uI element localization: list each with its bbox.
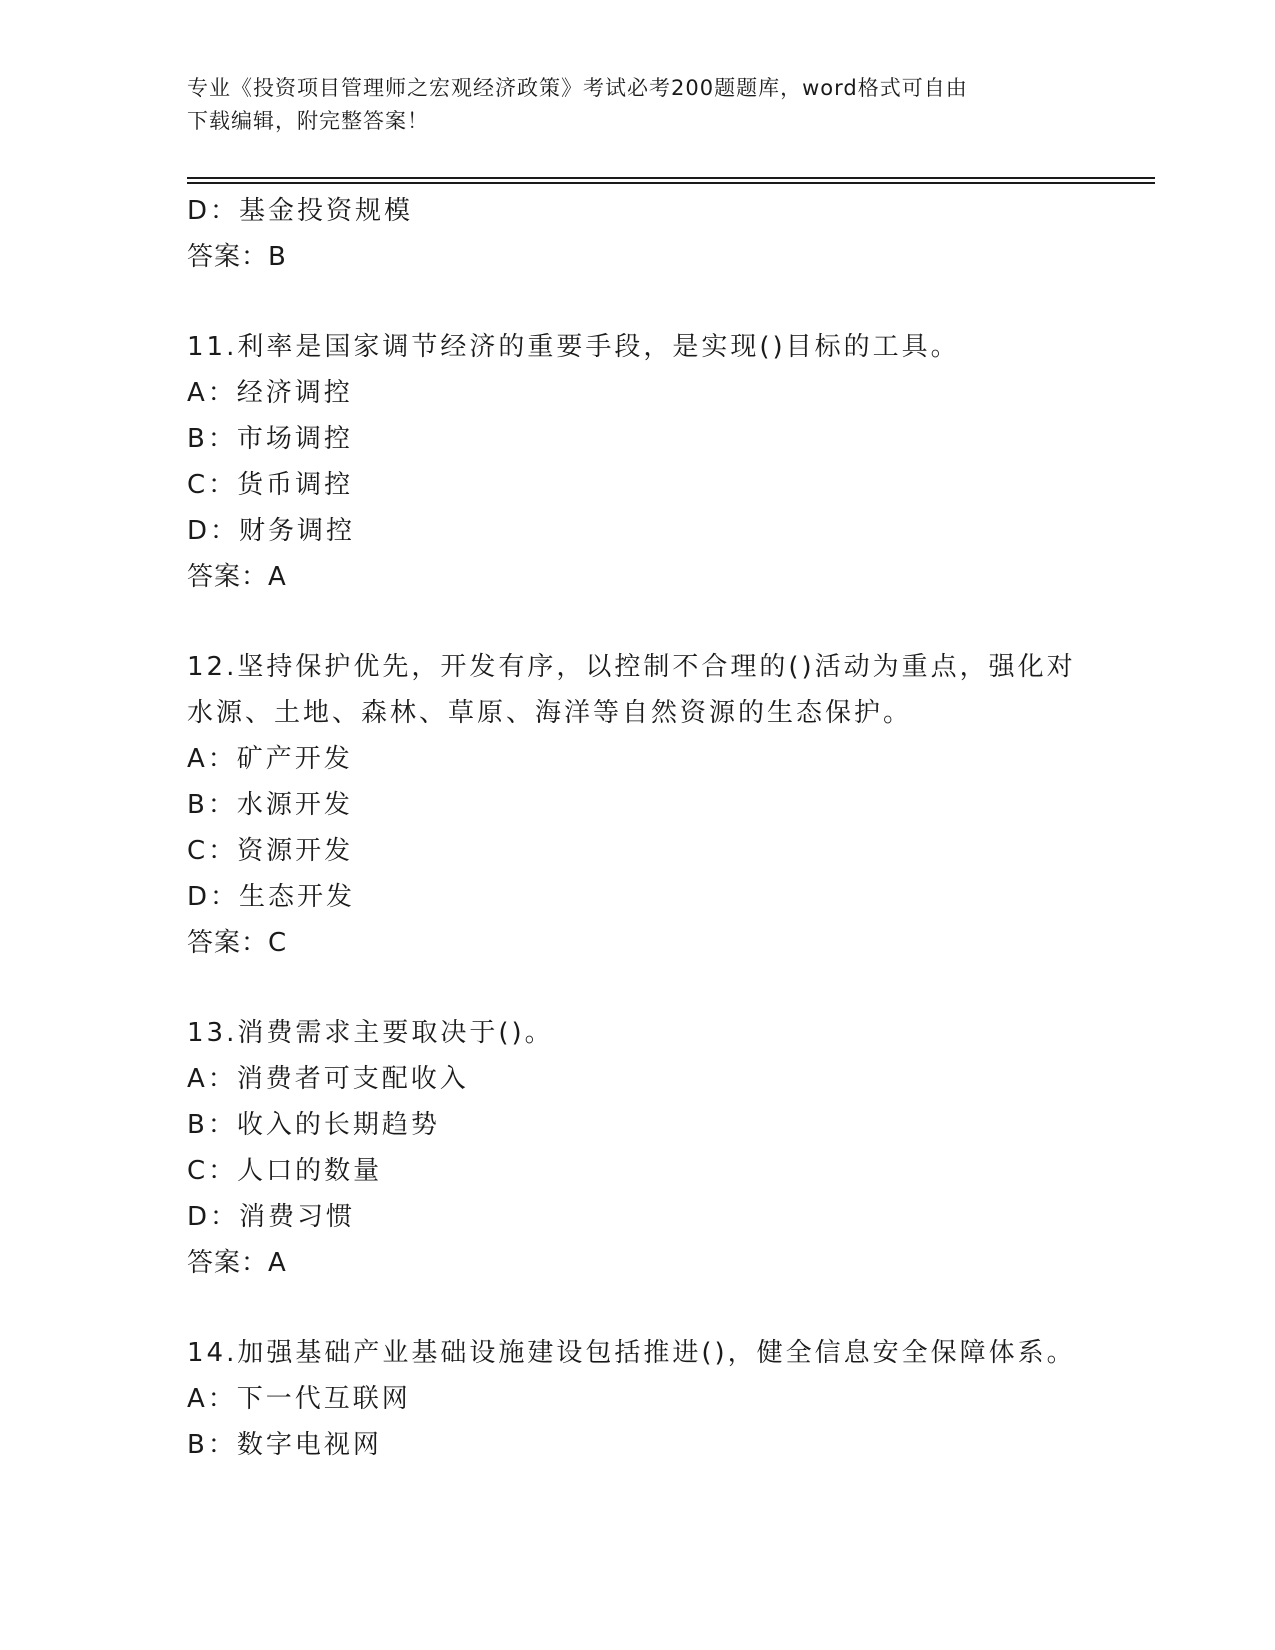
header-line-2: 下载编辑，附完整答案！: [187, 109, 429, 133]
answer: 答案：C: [187, 928, 288, 958]
option-d: D：消费习惯: [187, 1202, 356, 1232]
option-a: A：下一代互联网: [187, 1384, 411, 1414]
question-stem-line-1: 12.坚持保护优先，开发有序，以控制不合理的()活动为重点，强化对: [187, 652, 1076, 682]
option-a: A：经济调控: [187, 378, 353, 408]
option-b: B：收入的长期趋势: [187, 1110, 440, 1140]
header-line-1: 专业《投资项目管理师之宏观经济政策》考试必考200题题库，word格式可自由: [187, 76, 968, 100]
question-12: [187, 644, 1087, 966]
option-c: C：货币调控: [187, 470, 354, 500]
option-b: B：数字电视网: [187, 1430, 382, 1460]
question-stem: 11.利率是国家调节经济的重要手段，是实现()目标的工具。: [187, 332, 960, 362]
option-d: D：生态开发: [187, 882, 356, 912]
header-divider-bottom: [187, 182, 1155, 184]
option-c: C：人口的数量: [187, 1156, 383, 1186]
option-d: D：财务调控: [187, 516, 356, 546]
header-divider-top: [187, 177, 1155, 179]
option-b: B：水源开发: [187, 790, 353, 820]
option-c: C：资源开发: [187, 836, 354, 866]
answer: 答案：A: [187, 1248, 287, 1278]
question-13: [187, 1010, 1087, 1286]
question-stem-line-2: 水源、土地、森林、草原、海洋等自然资源的生态保护。: [187, 698, 913, 728]
question-11: [187, 324, 1087, 600]
answer: 答案：B: [187, 242, 287, 272]
option-a: A：矿产开发: [187, 744, 353, 774]
option-b: B：市场调控: [187, 424, 353, 454]
question-14: [187, 1330, 1087, 1468]
question-list: [187, 188, 1087, 1468]
question-stem: 13.消费需求主要取决于()。: [187, 1018, 554, 1048]
document-header: [187, 72, 1087, 138]
question-stem: 14.加强基础产业基础设施建设包括推进()，健全信息安全保障体系。: [187, 1338, 1076, 1368]
option-a: A：消费者可支配收入: [187, 1064, 469, 1094]
previous-question-tail: [187, 188, 1087, 280]
option-d: D：基金投资规模: [187, 196, 414, 226]
answer: 答案：A: [187, 562, 287, 592]
